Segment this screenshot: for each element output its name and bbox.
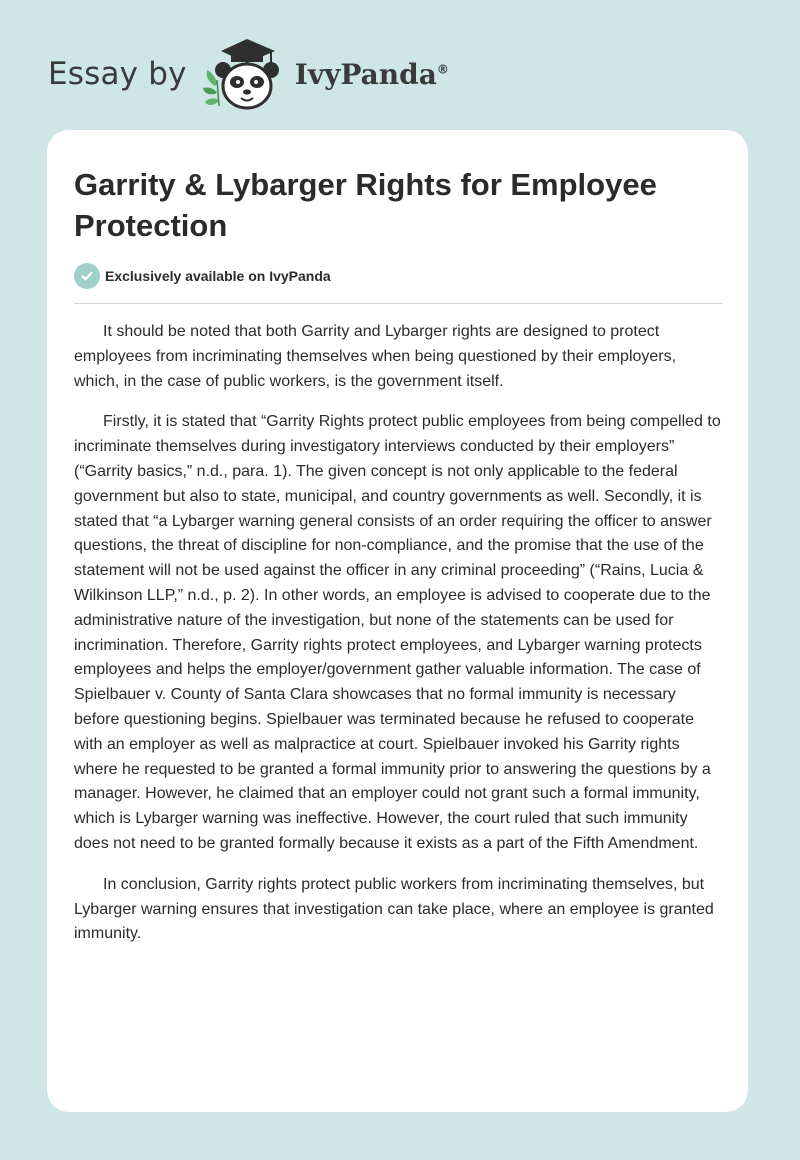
panda-logo-icon[interactable] xyxy=(201,36,289,112)
essay-card xyxy=(47,130,748,1112)
paragraph-main: Firstly, it is stated that “Garrity Rights protect public employees from being compelled to incriminate themselves during investigatory interviews conducted by their employers” (“Garrity basics,” n.d., para. 1). The given concept is not only applicable to the federal government but also to state, municipal, and country governments as well. Secondly, it is stated that “a Lybarger warning general consists of an order requiring the officer to answer questions, the threat of discipline for non-compliance, and the promise that the use of the statement will not be used against the officer in any criminal proceeding” (“Rains, Lucia & Wilkinson LLP,” n.d., p. 2). In other words, an employee is advised to cooperate due to the administrative nature of the investigation, but none of the statements can be used for incrimination. Therefore, Garrity rights protect employees, and Lybarger warning protects employees and helps the employer/government gather valuable information. The case of Spielbauer v. County of Santa Clara showcases that no formal immunity is necessary before questioning begins. Spielbauer was terminated because he refused to cooperate with an employer as well as malpractice at court. Spielbauer invoked his Garrity rights where he requested to be granted a formal immunity prior to answering the questions by a manager. However, he claimed that an employer could not grant such a formal immunity, which is Lybarger warning was ineffective. However, the court ruled that such immunity does not need to be granted formally because it exists as a part of the Fifth Amendment. xyxy=(74,413,721,852)
registered-mark: ® xyxy=(436,62,449,77)
paragraph-conclusion: In conclusion, Garrity rights protect public workers from incriminating themselves, but Lybarger warning ensures that investigation can take place, where an employee is granted immunity. xyxy=(74,875,714,943)
essay-title: Garrity & Lybarger Rights for Employee Protection xyxy=(74,167,657,243)
check-icon xyxy=(74,263,100,289)
title-divider xyxy=(74,303,723,304)
ivypanda-wordmark[interactable]: IvyPanda® xyxy=(294,57,449,91)
site-header xyxy=(48,36,449,112)
paragraph-intro: It should be noted that both Garrity and Lybarger rights are designed to protect employees from incriminating themselves when being questioned by their employers, which, in the case of public workers, is the government itself. xyxy=(74,323,677,390)
essay-by-label: Essay by xyxy=(48,56,187,92)
essay-body xyxy=(74,320,724,963)
exclusive-badge-label: Exclusively available on IvyPanda xyxy=(105,268,331,284)
exclusive-badge xyxy=(74,263,331,289)
